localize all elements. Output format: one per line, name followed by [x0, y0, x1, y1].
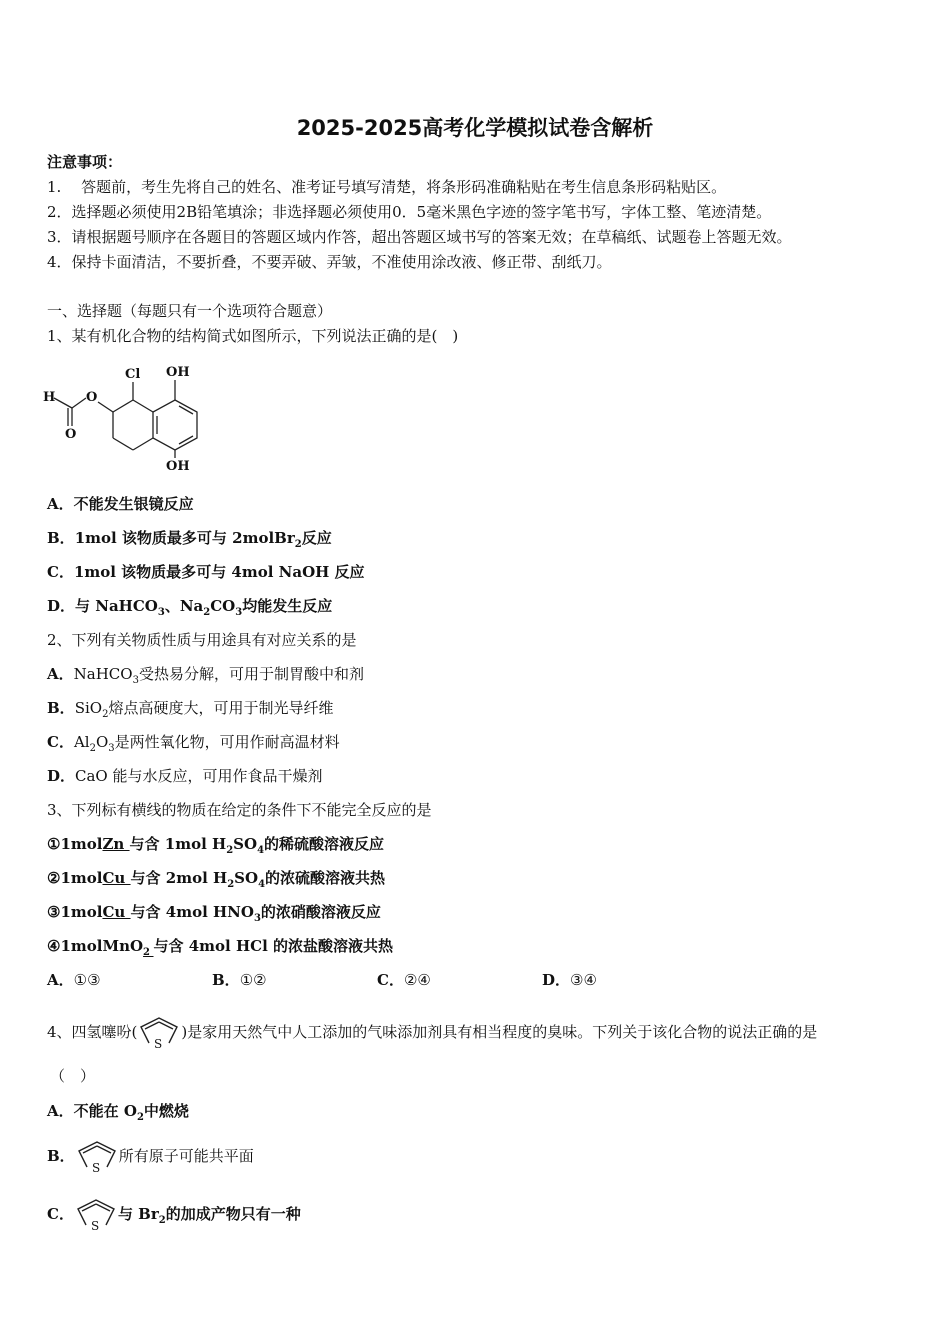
svg-text:S: S — [91, 1161, 100, 1175]
mol-label-oh-bottom: OH — [166, 459, 190, 474]
thiophene-structure-icon — [74, 1197, 118, 1233]
q1-option-a: A．不能发生银镜反应 — [47, 495, 194, 513]
mol-label-o-carbonyl: O — [65, 427, 77, 442]
mol-label-o: O — [86, 390, 98, 405]
q2-option-c: C．$Al_2O_3$是两性氧化物，可用作耐高温材料 — [47, 733, 340, 754]
notice-item-4: 4．保持卡面清洁，不要折叠，不要弄破、弄皱，不准使用涂改液、修正带、刮纸刀。 — [47, 253, 612, 271]
q2-stem: 2、下列有关物质性质与用途具有对应关系的是 — [47, 631, 357, 649]
thiophene-structure-icon — [137, 1015, 181, 1051]
notice-item-1: 1. 答题前，考生先将自己的姓名、准考证号填写清楚，将条形码准确粘贴在考生信息条形码粘贴区。 — [47, 178, 727, 196]
q1-option-c: C．1mol 该物质最多可与 4mol NaOH 反应 — [47, 563, 365, 581]
section-heading: 一、选择题（每题只有一个选项符合题意） — [47, 302, 333, 320]
q3-item-1: ①1molZn 与含 1mol $H_2SO_4$的稀硫酸溶液反应 — [47, 835, 385, 856]
q2-option-d: D．CaO 能与水反应，可用作食品干燥剂 — [47, 767, 323, 785]
q1-stem: 1、某有机化合物的结构简式如图所示，下列说法正确的是( ) — [47, 327, 459, 345]
q3-item-2: ②1molCu 与含 2mol $H_2SO_4$的浓硫酸溶液共热 — [47, 869, 386, 890]
thiophene-structure-icon — [75, 1139, 119, 1175]
mol-label-oh-top: OH — [166, 365, 190, 380]
notice-item-3: 3．请根据题号顺序在各题目的答题区域内作答，超出答题区域书写的答案无效；在草稿纸、试题卷上答题无效。 — [47, 228, 792, 246]
mol-label-h: H — [43, 390, 56, 405]
q4-option-a: A．不能在 $O_2$中燃烧 — [47, 1102, 189, 1123]
q3-option-c: C．②④ — [377, 971, 431, 989]
notice-heading: 注意事项： — [47, 153, 123, 171]
q1-molecule-structure — [40, 360, 200, 475]
q2-option-a: A．NaHCO$_3$受热易分解，可用于制胃酸中和剂 — [47, 665, 364, 686]
mol-label-cl: Cl — [125, 367, 141, 382]
q1-option-b: B．1mol 该物质最多可与 2molBr$_2$反应 — [47, 529, 332, 550]
q2-option-b: B．SiO$_2$熔点高硬度大，可用于制光导纤维 — [47, 699, 334, 720]
q3-option-b: B．①② — [212, 971, 267, 989]
svg-text:S: S — [154, 1037, 163, 1051]
notice-item-2: 2．选择题必须使用2B铅笔填涂；非选择题必须使用0．5毫米黑色字迹的签字笔书写，字体工整、笔迹清楚。 — [47, 203, 772, 221]
q3-item-4: ④1molMnO$_2$ 与含 4mol HCl 的浓盐酸溶液共热 — [47, 937, 393, 958]
q3-option-a: A．①③ — [47, 971, 101, 989]
page-title: 2025-2025高考化学模拟试卷含解析 — [296, 116, 654, 140]
q4-option-b: B． S 所有原子可能共平面 — [47, 1138, 254, 1175]
q4-option-c: C． S 与 $Br_2$的加成产物只有一种 — [47, 1196, 301, 1239]
q1-option-d: D．与 NaHCO$_3$、$Na_2CO_3$均能发生反应 — [47, 597, 333, 618]
q4-paren: （ ） — [50, 1067, 96, 1085]
q3-item-3: ③1molCu 与含 4mol $HNO_3$的浓硝酸溶液反应 — [47, 903, 381, 924]
q3-option-d: D．③④ — [542, 971, 597, 989]
q3-stem: 3、下列标有横线的物质在给定的条件下不能完全反应的是 — [47, 801, 432, 819]
svg-text:S: S — [90, 1219, 100, 1233]
q4-stem: 4、四氢噻吩( S )是家用天然气中人工添加的气味添加剂具有相当程度的臭味。下列关于该化合物的说法正确的是 — [47, 1015, 817, 1051]
